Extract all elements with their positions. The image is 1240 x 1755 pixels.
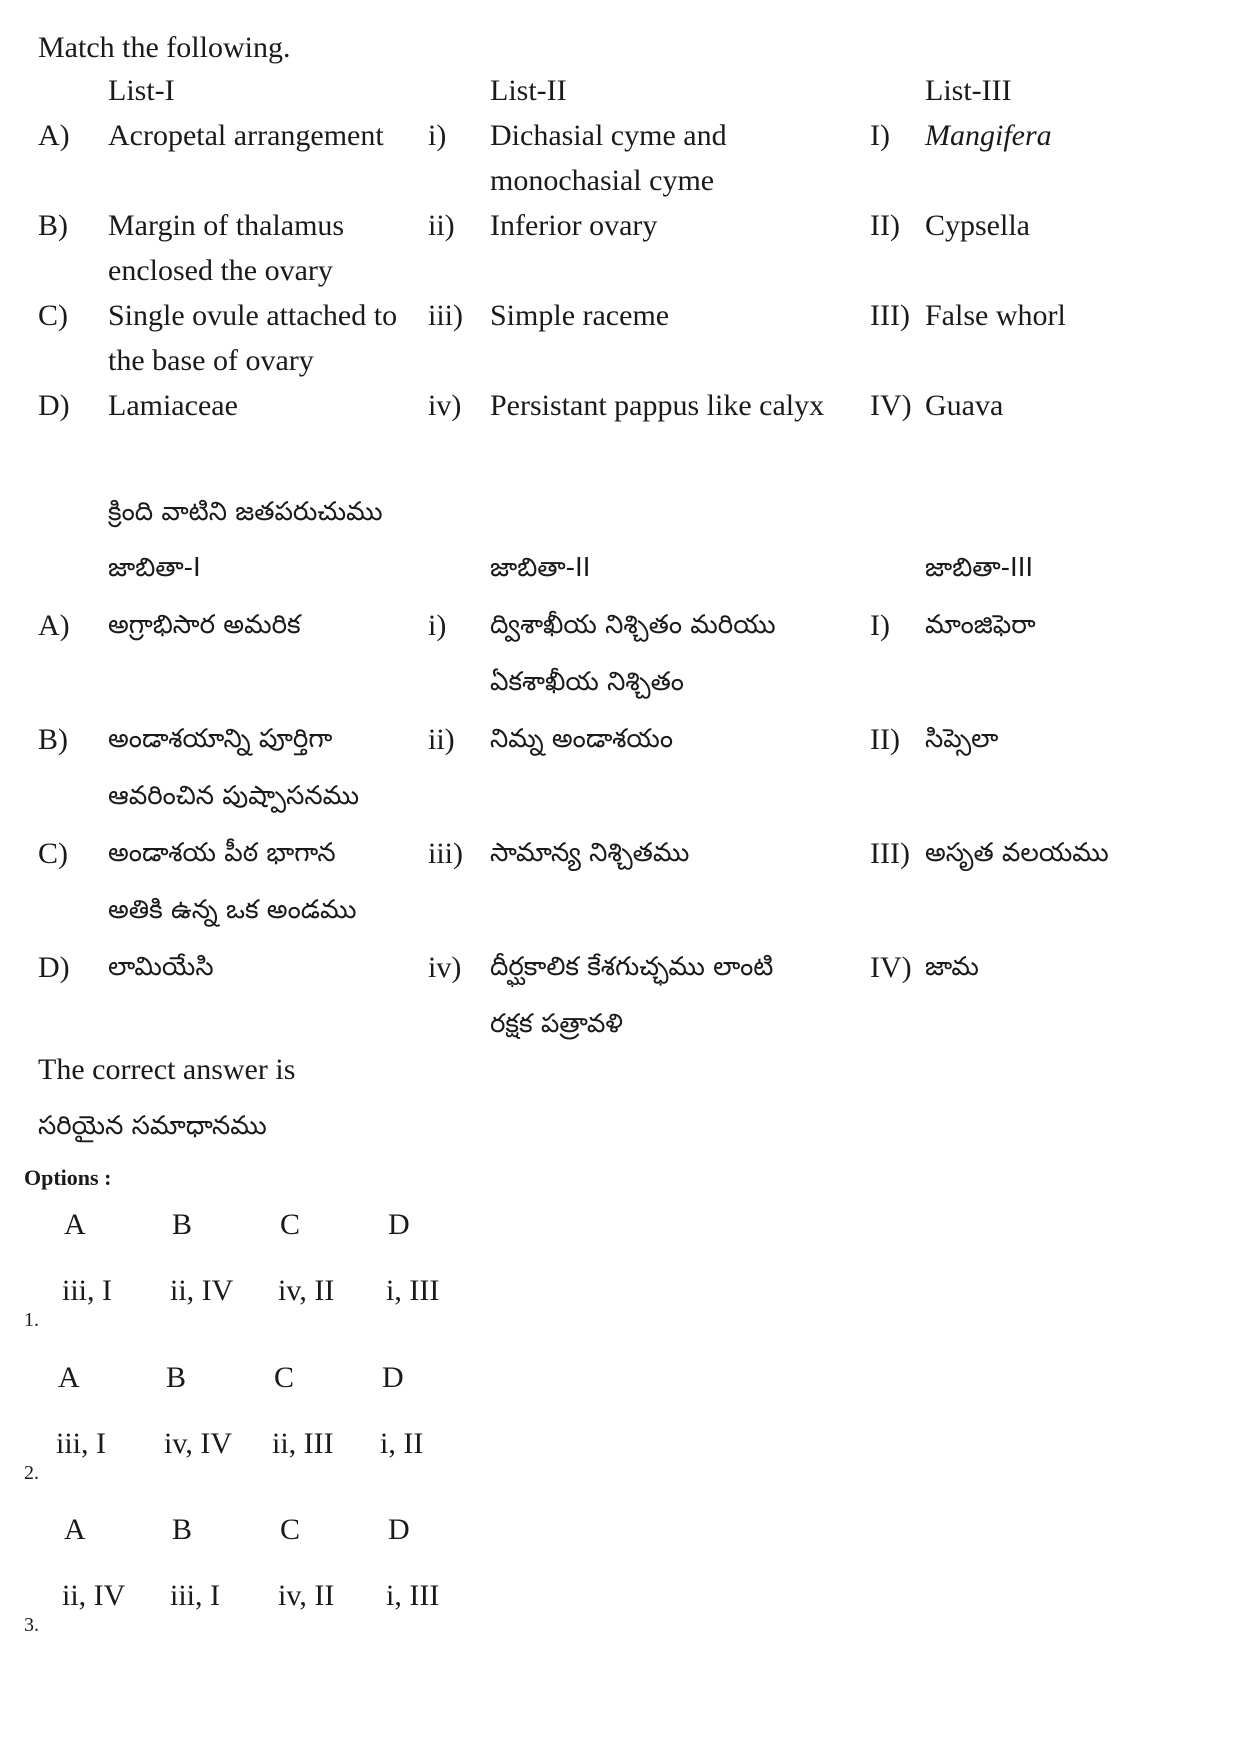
question-intro-english: Match the following. — [38, 31, 291, 64]
list-2-item: Simple raceme — [490, 299, 670, 332]
telugu-row-a — [38, 597, 1178, 711]
list-1-header-te: జాబితా-I — [108, 553, 201, 583]
option-value: iii, I — [56, 1427, 106, 1460]
row-label: D) — [38, 951, 70, 984]
row-number: iv) — [428, 389, 462, 422]
row-number: iii) — [428, 837, 463, 870]
list-3-item: False whorl — [925, 299, 1066, 332]
option-col-header: A — [58, 1361, 80, 1394]
option-1[interactable] — [24, 1192, 524, 1332]
list-3-header-te: జాబితా-III — [925, 553, 1034, 583]
answer-prompt-telugu: సరియైన సమాధానము — [38, 1111, 267, 1141]
row-roman: II) — [870, 209, 900, 242]
list-2-item: Persistant pappus like calyx — [490, 389, 825, 422]
list-1-item: Single ovule attached to — [108, 299, 398, 332]
row-roman: III) — [870, 299, 910, 332]
telugu-header-row — [38, 540, 1178, 597]
row-number: ii) — [428, 209, 455, 242]
list-3-item-te: జామ — [925, 952, 979, 982]
list-3-item-te: అసృత వలయము — [925, 838, 1109, 868]
option-col-header: C — [274, 1361, 295, 1394]
english-row-a — [38, 113, 1178, 203]
telugu-row-d — [38, 939, 1178, 1053]
option-col-header: D — [388, 1513, 410, 1546]
telugu-match-table — [38, 540, 1178, 1053]
english-header-row — [38, 68, 1178, 113]
list-1-header: List-I — [108, 74, 175, 107]
row-roman: I) — [870, 119, 890, 152]
option-col-header: B — [172, 1513, 193, 1546]
option-number: 3. — [24, 1614, 39, 1636]
row-label: D) — [38, 389, 70, 422]
option-3[interactable] — [24, 1497, 524, 1637]
option-2[interactable] — [24, 1345, 524, 1485]
option-number: 1. — [24, 1309, 39, 1331]
option-col-header: B — [166, 1361, 187, 1394]
option-col-header: D — [388, 1208, 410, 1241]
list-1-item-cont: enclosed the ovary — [108, 254, 333, 287]
option-grid — [62, 1497, 494, 1629]
list-2-item-te: ద్విశాఖీయ నిశ్చితం మరియు — [490, 610, 776, 640]
list-3-item: Mangifera — [925, 119, 1052, 152]
option-col-header: C — [280, 1513, 301, 1546]
row-number: i) — [428, 609, 447, 642]
list-1-item-te-cont: అతికి ఉన్న ఒక అండము — [108, 895, 357, 925]
option-value: i, II — [380, 1427, 424, 1460]
row-label: C) — [38, 299, 68, 332]
list-1-item-cont: the base of ovary — [108, 344, 314, 377]
option-value: i, III — [386, 1274, 440, 1307]
list-3-item-te: సిప్సెలా — [925, 724, 999, 754]
list-2-item-te-cont: ఏకశాఖీయ నిశ్చితం — [490, 667, 684, 697]
list-1-item-te: అగ్రాభిసార అమరిక — [108, 610, 301, 640]
list-2-item: Dichasial cyme and — [490, 119, 727, 152]
option-value: iv, IV — [164, 1427, 233, 1460]
english-row-b — [38, 203, 1178, 293]
option-value: ii, IV — [170, 1274, 234, 1307]
row-label: A) — [38, 609, 70, 642]
option-value: iv, II — [278, 1274, 335, 1307]
option-col-header: A — [64, 1513, 86, 1546]
option-number: 2. — [24, 1462, 39, 1484]
row-roman: II) — [870, 723, 900, 756]
option-value: iii, I — [62, 1274, 112, 1307]
option-grid — [56, 1345, 488, 1477]
option-col-header: C — [280, 1208, 301, 1241]
list-1-item-te: లామియేసి — [108, 952, 214, 982]
option-value: iv, II — [278, 1579, 335, 1612]
english-row-d — [38, 383, 1178, 428]
list-2-header: List-II — [490, 74, 567, 107]
list-2-header-te: జాబితా-II — [490, 553, 591, 583]
list-1-item-te-cont: ఆవరించిన పుష్పాసనము — [108, 781, 360, 811]
list-3-header: List-III — [925, 74, 1012, 107]
row-label: A) — [38, 119, 70, 152]
list-2-item-cont: monochasial cyme — [490, 164, 715, 197]
row-roman: III) — [870, 837, 910, 870]
telugu-row-b — [38, 711, 1178, 825]
list-3-item: Guava — [925, 389, 1004, 422]
option-value: ii, III — [272, 1427, 334, 1460]
row-roman: IV) — [870, 951, 912, 984]
option-col-header: B — [172, 1208, 193, 1241]
row-number: iv) — [428, 951, 462, 984]
telugu-row-c — [38, 825, 1178, 939]
row-label: B) — [38, 209, 68, 242]
option-grid — [62, 1192, 494, 1324]
option-value: iii, I — [170, 1579, 220, 1612]
row-label: B) — [38, 723, 68, 756]
list-1-item: Margin of thalamus — [108, 209, 345, 242]
row-number: iii) — [428, 299, 463, 332]
list-1-item-te: అండాశయ పీఠ భాగాన — [108, 838, 336, 868]
row-number: ii) — [428, 723, 455, 756]
option-col-header: D — [382, 1361, 404, 1394]
option-value: ii, IV — [62, 1579, 126, 1612]
list-1-item-te: అండాశయాన్ని పూర్తిగా — [108, 724, 333, 754]
list-2-item-te-cont: రక్షక పత్రావళి — [490, 1009, 623, 1039]
options-heading: Options : — [24, 1165, 112, 1190]
list-2-item-te: దీర్ఘకాలిక కేశగుచ్ఛము లాంటి — [490, 952, 774, 982]
option-col-header: A — [64, 1208, 86, 1241]
list-1-item: Lamiaceae — [108, 389, 238, 422]
row-roman: I) — [870, 609, 890, 642]
list-2-item: Inferior ovary — [490, 209, 658, 242]
list-2-item-te: సామాన్య నిశ్చితము — [490, 838, 690, 868]
row-number: i) — [428, 119, 447, 152]
english-match-table — [38, 68, 1178, 428]
english-row-c — [38, 293, 1178, 383]
list-1-item: Acropetal arrangement — [108, 119, 384, 152]
question-intro-telugu: క్రింది వాటిని జతపరుచుము — [108, 497, 383, 527]
answer-prompt-english: The correct answer is — [38, 1053, 296, 1086]
row-roman: IV) — [870, 389, 912, 422]
list-3-item: Cypsella — [925, 209, 1030, 242]
list-3-item-te: మాంజిఫెరా — [925, 610, 1036, 640]
row-label: C) — [38, 837, 68, 870]
option-value: i, III — [386, 1579, 440, 1612]
list-2-item-te: నిమ్న అండాశయం — [490, 724, 674, 754]
